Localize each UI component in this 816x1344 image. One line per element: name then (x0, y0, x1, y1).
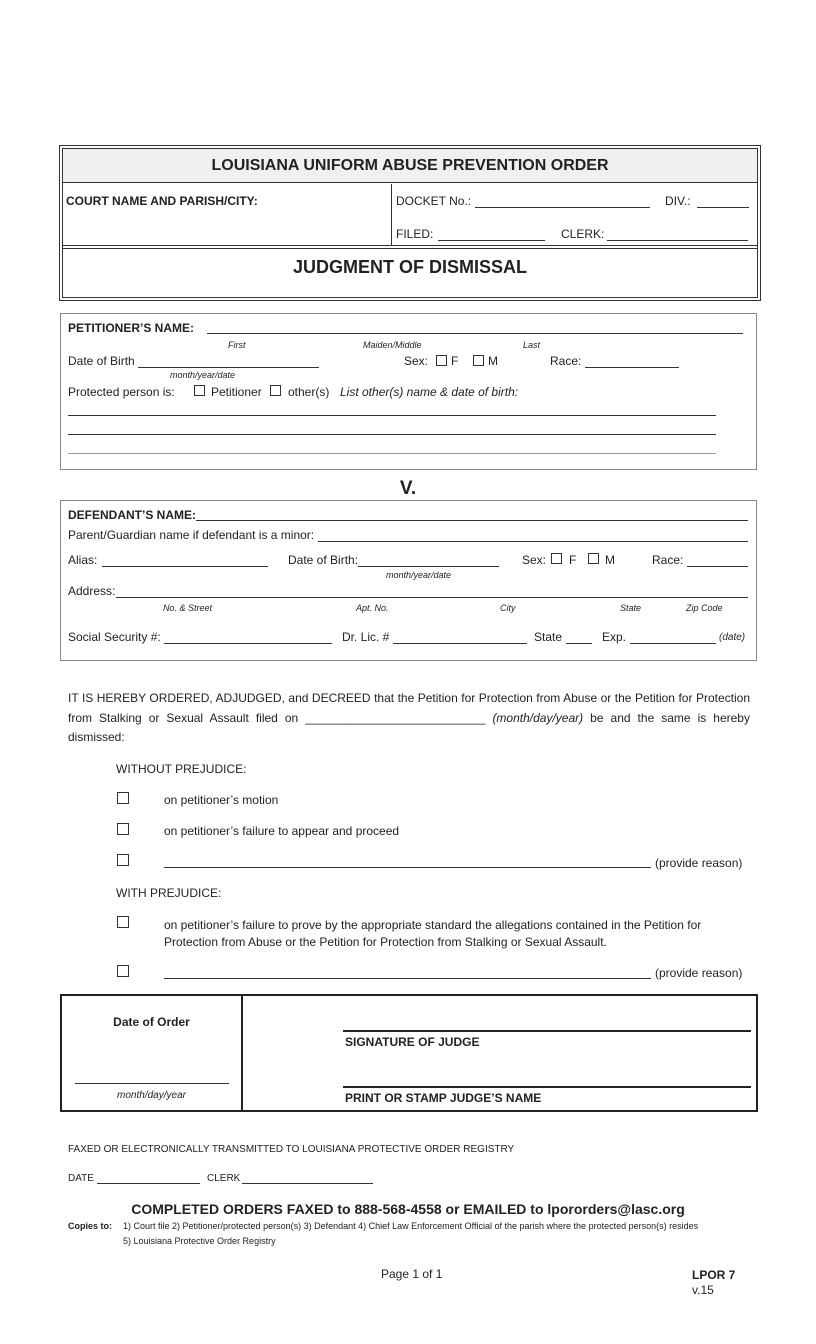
defendant-box (60, 500, 757, 661)
ssn-label: Social Security #: (68, 630, 161, 644)
w-option2-reason-field[interactable] (164, 978, 651, 979)
wo-option2-checkbox[interactable] (117, 823, 129, 835)
copies-to-line2: 5) Louisiana Protective Order Registry (123, 1236, 276, 1246)
header-column-divider (391, 184, 392, 245)
protected-petitioner: Petitioner (211, 385, 262, 399)
with-prejudice-label: WITH PREJUDICE: (116, 886, 222, 900)
wo-option3-checkbox[interactable] (117, 854, 129, 866)
form-version: v.15 (692, 1283, 714, 1297)
protected-others-checkbox[interactable] (270, 385, 281, 396)
header-divider (63, 245, 757, 246)
ssn-field[interactable] (164, 643, 332, 644)
signature-column-divider (241, 994, 243, 1112)
zip-caption: Zip Code (686, 603, 723, 613)
last-caption: Last (523, 340, 541, 350)
defendant-sex-f: F (569, 553, 577, 567)
order-filed-date-field[interactable]: ___________________________ (305, 710, 486, 725)
docket-field[interactable] (475, 207, 650, 208)
wo-option3-reason-field[interactable] (164, 867, 651, 868)
alias-label: Alias: (68, 553, 98, 567)
petitioner-race-field[interactable] (585, 367, 679, 368)
petitioner-sex-f-checkbox[interactable] (436, 355, 447, 366)
date-of-order-caption: month/day/year (117, 1090, 186, 1101)
defendant-name-field[interactable] (196, 520, 748, 521)
defendant-sex-f-checkbox[interactable] (551, 553, 562, 564)
defendant-sex-m-checkbox[interactable] (588, 553, 599, 564)
petitioner-name-label: PETITIONER’S NAME: (68, 321, 195, 335)
others-hint: List other(s) name & date of birth: (340, 385, 519, 399)
judgment-title: JUDGMENT OF DISMISSAL (292, 257, 527, 277)
city-caption: City (500, 603, 516, 613)
wo-option1-label: on petitioner’s motion (164, 793, 279, 807)
others-line-3[interactable] (68, 453, 716, 454)
street-caption: No. & Street (163, 603, 213, 613)
w-option2-checkbox[interactable] (117, 965, 129, 977)
date-of-order-field[interactable] (75, 1083, 229, 1084)
exp-date-caption: (date) (719, 632, 746, 643)
footer-date-field[interactable] (97, 1183, 200, 1184)
petitioner-dob-caption: month/year/date (170, 370, 236, 380)
footer-clerk-field[interactable] (242, 1183, 373, 1184)
protected-others: other(s) (288, 385, 330, 399)
defendant-sex-label: Sex: (522, 553, 547, 567)
petitioner-sex-f: F (451, 354, 459, 368)
first-caption: First (228, 340, 246, 350)
alias-field[interactable] (102, 566, 268, 567)
without-prejudice-label: WITHOUT PREJUDICE: (116, 762, 247, 776)
copies-to-label: Copies to: (68, 1221, 112, 1231)
order-para-part2: be and the same is hereby dismissed: (68, 710, 750, 744)
license-state-field[interactable] (566, 643, 592, 644)
judge-signature-label: SIGNATURE OF JUDGE (345, 1035, 480, 1049)
wo-option3-provide-reason: (provide reason) (655, 856, 743, 870)
others-line-2[interactable] (68, 434, 716, 435)
faxed-note: FAXED OR ELECTRONICALLY TRANSMITTED TO LOUISIANA PROTECTIVE ORDER REGISTRY (68, 1144, 515, 1155)
clerk-label: CLERK: (561, 227, 605, 241)
judge-name-label: PRINT OR STAMP JUDGE’S NAME (345, 1091, 542, 1105)
form-title: LOUISIANA UNIFORM ABUSE PREVENTION ORDER (211, 157, 609, 174)
footer-clerk-label: CLERK (207, 1173, 241, 1184)
guardian-field[interactable] (318, 541, 748, 542)
defendant-dob-caption: month/year/date (386, 570, 452, 580)
form-code: LPOR 7 (692, 1268, 736, 1282)
wo-option1-checkbox[interactable] (117, 792, 129, 804)
filed-label: FILED: (396, 227, 434, 241)
defendant-race-label: Race: (652, 553, 684, 567)
w-option1-checkbox[interactable] (117, 916, 129, 928)
judge-signature-field[interactable] (343, 1030, 751, 1032)
address-label: Address: (68, 584, 116, 598)
maiden-caption: Maiden/Middle (363, 340, 422, 350)
footer-date-label: DATE (68, 1173, 94, 1184)
w-option2-provide-reason: (provide reason) (655, 966, 743, 980)
protected-label: Protected person is: (68, 385, 175, 399)
versus-label: V. (399, 478, 417, 499)
div-field[interactable] (697, 207, 749, 208)
defendant-name-label: DEFENDANT’S NAME: (68, 508, 196, 522)
guardian-label: Parent/Guardian name if defendant is a minor: (68, 528, 315, 542)
judge-name-field[interactable] (343, 1086, 751, 1088)
petitioner-name-field[interactable] (207, 333, 743, 334)
defendant-dob-label: Date of Birth: (288, 553, 359, 567)
exp-label: Exp. (602, 630, 627, 644)
filed-field[interactable] (438, 240, 545, 241)
order-date-hint: (month/day/year) (492, 710, 584, 725)
petitioner-sex-m-checkbox[interactable] (473, 355, 484, 366)
defendant-sex-m: M (605, 553, 615, 567)
date-of-order-label: Date of Order (113, 1015, 190, 1029)
petitioner-sex-m: M (488, 354, 498, 368)
petitioner-sex-label: Sex: (404, 354, 429, 368)
license-field[interactable] (393, 643, 527, 644)
header-divider-2 (63, 248, 757, 249)
w-option1-line1: on petitioner’s failure to prove by the appropriate standard the allegations contained in the Petition for (164, 918, 702, 932)
state-caption: State (620, 603, 642, 613)
completed-orders-note: COMPLETED ORDERS FAXED to 888-568-4558 or EMAILED to lpororders@lasc.org (131, 1201, 685, 1217)
address-field[interactable] (116, 597, 748, 598)
petitioner-dob-field[interactable] (138, 367, 319, 368)
order-paragraph (68, 689, 750, 748)
clerk-field[interactable] (607, 240, 748, 241)
apt-caption: Apt. No. (356, 603, 389, 613)
order-para-part1: IT IS HEREBY ORDERED, ADJUDGED, and DECREED that the Petition for Protection from Abuse or the Petition for Protection from Stalking or Sexual Assault filed on (68, 691, 750, 725)
docket-label: DOCKET No.: (396, 194, 472, 208)
defendant-dob-field[interactable] (358, 566, 499, 567)
defendant-race-field[interactable] (687, 566, 748, 567)
w-option1-line2: Protection from Abuse or the Petition for Protection from Stalking or Sexual Assault. (164, 935, 607, 949)
exp-field[interactable] (630, 643, 716, 644)
license-state-label: State (534, 630, 563, 644)
court-label: COURT NAME AND PARISH/CITY: (66, 194, 258, 208)
page-number: Page 1 of 1 (381, 1267, 443, 1281)
others-line-1[interactable] (68, 415, 716, 416)
petitioner-race-label: Race: (550, 354, 582, 368)
protected-petitioner-checkbox[interactable] (194, 385, 205, 396)
div-label: DIV.: (665, 194, 691, 208)
copies-to-line1: 1) Court file 2) Petitioner/protected person(s) 3) Defendant 4) Chief Law Enforcement Official of the parish where the protected person(s) resides (123, 1221, 699, 1231)
wo-option2-label: on petitioner’s failure to appear and proceed (164, 824, 400, 838)
petitioner-dob-label: Date of Birth (68, 354, 135, 368)
license-label: Dr. Lic. # (342, 630, 390, 644)
